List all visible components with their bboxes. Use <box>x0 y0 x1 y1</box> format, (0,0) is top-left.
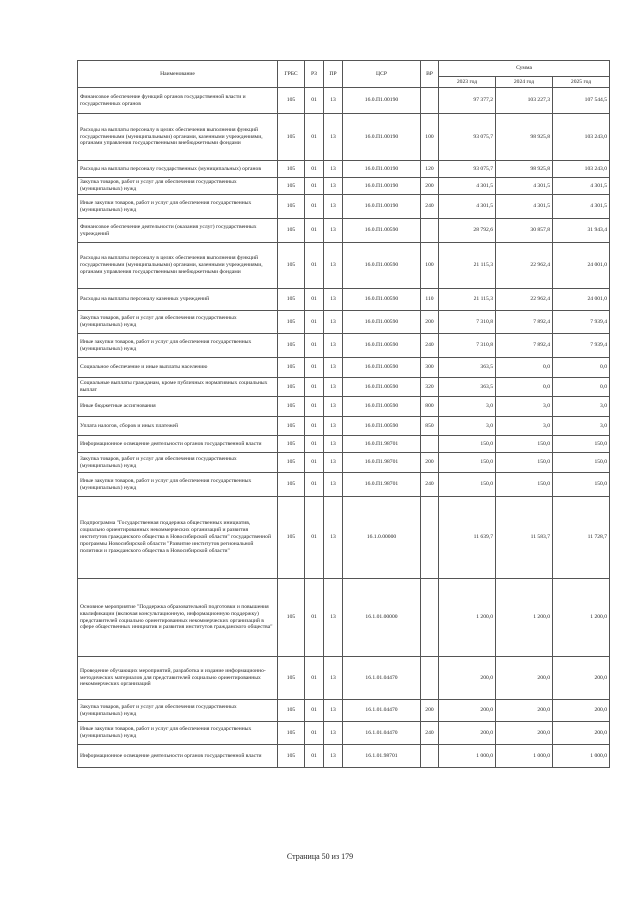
row-vr: 240 <box>421 473 439 497</box>
table-body <box>78 88 610 768</box>
row-pr: 13 <box>324 161 343 178</box>
row-sum-2025: 31 943,4 <box>553 219 610 243</box>
row-vr: 240 <box>421 722 439 745</box>
row-grbs: 105 <box>278 114 305 161</box>
row-sum-2023: 21 115,3 <box>439 289 496 311</box>
row-sum-2024: 22 962,4 <box>496 243 553 289</box>
row-vr: 850 <box>421 417 439 436</box>
row-vr: 200 <box>421 453 439 473</box>
header-year-2024: 2024 год <box>496 77 553 88</box>
row-pr: 13 <box>324 311 343 334</box>
row-vr: 200 <box>421 311 439 334</box>
row-csr: 16.1.01.00000 <box>343 579 421 657</box>
row-grbs: 105 <box>278 243 305 289</box>
row-sum-2023: 11 639,7 <box>439 497 496 579</box>
row-pr: 13 <box>324 289 343 311</box>
row-sum-2024: 150,0 <box>496 473 553 497</box>
row-csr: 16.0.П1.98701 <box>343 436 421 453</box>
row-rz: 01 <box>305 161 324 178</box>
row-pr: 13 <box>324 497 343 579</box>
row-rz: 01 <box>305 358 324 378</box>
row-grbs: 105 <box>278 397 305 417</box>
row-sum-2023: 3,0 <box>439 397 496 417</box>
row-sum-2024: 200,0 <box>496 657 553 700</box>
row-rz: 01 <box>305 195 324 219</box>
row-sum-2023: 7 310,8 <box>439 311 496 334</box>
row-pr: 13 <box>324 178 343 195</box>
row-name: Информационное освещение деятельности органов государственной власти <box>78 436 278 453</box>
row-sum-2025: 7 939,4 <box>553 311 610 334</box>
row-grbs: 105 <box>278 195 305 219</box>
row-rz: 01 <box>305 417 324 436</box>
row-sum-2024: 200,0 <box>496 700 553 722</box>
header-year-2023: 2023 год <box>439 77 496 88</box>
table-row <box>78 243 610 289</box>
row-sum-2025: 150,0 <box>553 436 610 453</box>
table-row <box>78 88 610 114</box>
row-rz: 01 <box>305 397 324 417</box>
row-rz: 01 <box>305 88 324 114</box>
row-pr: 13 <box>324 657 343 700</box>
table-row <box>78 453 610 473</box>
budget-sheet <box>77 60 609 768</box>
row-sum-2025: 24 001,0 <box>553 289 610 311</box>
header-csr: ЦСР <box>343 61 421 88</box>
table-row <box>78 579 610 657</box>
row-name: Иные закупки товаров, работ и услуг для обеспечения государственных (муниципальных) нужд <box>78 722 278 745</box>
row-sum-2025: 0,0 <box>553 378 610 397</box>
row-vr <box>421 436 439 453</box>
row-sum-2024: 1 200,0 <box>496 579 553 657</box>
row-rz: 01 <box>305 243 324 289</box>
row-vr: 320 <box>421 378 439 397</box>
row-rz: 01 <box>305 745 324 768</box>
row-vr: 800 <box>421 397 439 417</box>
row-pr: 13 <box>324 436 343 453</box>
row-sum-2023: 93 075,7 <box>439 161 496 178</box>
row-vr <box>421 657 439 700</box>
row-rz: 01 <box>305 178 324 195</box>
row-csr: 16.0.П1.00190 <box>343 195 421 219</box>
row-rz: 01 <box>305 657 324 700</box>
row-name: Закупка товаров, работ и услуг для обеспечения государственных (муниципальных) нужд <box>78 178 278 195</box>
row-sum-2023: 150,0 <box>439 453 496 473</box>
row-grbs: 105 <box>278 219 305 243</box>
row-csr: 16.1.01.04470 <box>343 700 421 722</box>
row-vr: 100 <box>421 243 439 289</box>
row-csr: 16.0.П1.98701 <box>343 473 421 497</box>
row-name: Информационное освещение деятельности органов государственной власти <box>78 745 278 768</box>
header-year-2025: 2025 год <box>553 77 610 88</box>
row-pr: 13 <box>324 722 343 745</box>
table-row <box>78 497 610 579</box>
row-sum-2025: 107 544,5 <box>553 88 610 114</box>
row-pr: 13 <box>324 579 343 657</box>
row-name: Иные бюджетные ассигнования <box>78 397 278 417</box>
row-pr: 13 <box>324 114 343 161</box>
budget-table <box>77 60 610 768</box>
row-sum-2023: 4 301,5 <box>439 195 496 219</box>
row-rz: 01 <box>305 114 324 161</box>
row-grbs: 105 <box>278 657 305 700</box>
row-rz: 01 <box>305 436 324 453</box>
row-csr: 16.0.П1.00590 <box>343 334 421 358</box>
header-rz: РЗ <box>305 61 324 88</box>
table-row <box>78 195 610 219</box>
row-grbs: 105 <box>278 745 305 768</box>
row-pr: 13 <box>324 473 343 497</box>
row-grbs: 105 <box>278 473 305 497</box>
row-sum-2025: 200,0 <box>553 700 610 722</box>
row-rz: 01 <box>305 497 324 579</box>
table-row <box>78 114 610 161</box>
row-csr: 16.0.П1.00190 <box>343 178 421 195</box>
row-vr: 100 <box>421 114 439 161</box>
row-csr: 16.1.0.00000 <box>343 497 421 579</box>
row-pr: 13 <box>324 88 343 114</box>
table-row <box>78 745 610 768</box>
header-vr: ВР <box>421 61 439 88</box>
row-sum-2025: 200,0 <box>553 657 610 700</box>
row-sum-2024: 98 925,8 <box>496 161 553 178</box>
row-name: Иные закупки товаров, работ и услуг для обеспечения государственных (муниципальных) нужд <box>78 334 278 358</box>
row-grbs: 105 <box>278 358 305 378</box>
row-sum-2025: 0,0 <box>553 358 610 378</box>
row-sum-2024: 3,0 <box>496 417 553 436</box>
row-sum-2023: 21 115,3 <box>439 243 496 289</box>
row-grbs: 105 <box>278 417 305 436</box>
row-sum-2025: 3,0 <box>553 417 610 436</box>
row-sum-2025: 4 301,5 <box>553 195 610 219</box>
row-sum-2024: 200,0 <box>496 722 553 745</box>
row-sum-2024: 103 227,3 <box>496 88 553 114</box>
row-sum-2025: 1 200,0 <box>553 579 610 657</box>
row-sum-2023: 97 377,2 <box>439 88 496 114</box>
row-pr: 13 <box>324 334 343 358</box>
row-sum-2023: 28 792,6 <box>439 219 496 243</box>
row-rz: 01 <box>305 311 324 334</box>
header-sums: Сумма <box>439 61 610 77</box>
row-name: Подпрограмма "Государственная поддержка общественных инициатив, социально ориентированных некоммерческих организаций и развития институтов гражданского общества в Новосибирской области" государственной программы Новосибирской области "Развитие институтов региональной политики и гражданского общества в Новосибирской области" <box>78 497 278 579</box>
row-vr: 110 <box>421 289 439 311</box>
row-sum-2025: 150,0 <box>553 453 610 473</box>
row-grbs: 105 <box>278 453 305 473</box>
row-sum-2023: 7 310,8 <box>439 334 496 358</box>
row-vr <box>421 579 439 657</box>
row-csr: 16.0.П1.00190 <box>343 161 421 178</box>
table-row <box>78 473 610 497</box>
row-vr: 240 <box>421 195 439 219</box>
table-row <box>78 178 610 195</box>
row-sum-2025: 200,0 <box>553 722 610 745</box>
row-name: Финансовое обеспечение деятельности (оказания услуг) государственных учреждений <box>78 219 278 243</box>
row-sum-2023: 363,5 <box>439 358 496 378</box>
row-sum-2023: 200,0 <box>439 657 496 700</box>
row-pr: 13 <box>324 397 343 417</box>
row-vr: 300 <box>421 358 439 378</box>
row-csr: 16.1.01.98701 <box>343 745 421 768</box>
row-name: Расходы на выплаты персоналу государственных (муниципальных) органов <box>78 161 278 178</box>
table-row <box>78 311 610 334</box>
row-sum-2024: 7 892,4 <box>496 334 553 358</box>
row-name: Расходы на выплаты персоналу в целях обеспечения выполнения функций государственными (муниципальными) органами, казенными учреждениями, органами управления государственными внебюджетными фондами <box>78 243 278 289</box>
row-name: Расходы на выплаты персоналу казенных учреждений <box>78 289 278 311</box>
row-name: Закупка товаров, работ и услуг для обеспечения государственных (муниципальных) нужд <box>78 453 278 473</box>
row-sum-2023: 93 075,7 <box>439 114 496 161</box>
row-sum-2025: 4 301,5 <box>553 178 610 195</box>
row-csr: 16.0.П1.00590 <box>343 397 421 417</box>
row-csr: 16.0.П1.00590 <box>343 243 421 289</box>
table-row <box>78 657 610 700</box>
table-row <box>78 436 610 453</box>
table-row <box>78 161 610 178</box>
row-sum-2024: 3,0 <box>496 397 553 417</box>
row-grbs: 105 <box>278 378 305 397</box>
row-name: Закупка товаров, работ и услуг для обеспечения государственных (муниципальных) нужд <box>78 311 278 334</box>
row-pr: 13 <box>324 243 343 289</box>
row-vr: 120 <box>421 161 439 178</box>
row-pr: 13 <box>324 453 343 473</box>
row-sum-2024: 11 583,7 <box>496 497 553 579</box>
header-grbs: ГРБС <box>278 61 305 88</box>
row-vr: 200 <box>421 700 439 722</box>
table-row <box>78 722 610 745</box>
row-sum-2025: 103 243,0 <box>553 114 610 161</box>
row-sum-2025: 150,0 <box>553 473 610 497</box>
row-csr: 16.0.П1.00590 <box>343 378 421 397</box>
row-grbs: 105 <box>278 161 305 178</box>
row-sum-2025: 24 001,0 <box>553 243 610 289</box>
table-row <box>78 378 610 397</box>
row-grbs: 105 <box>278 178 305 195</box>
row-sum-2023: 150,0 <box>439 473 496 497</box>
row-rz: 01 <box>305 453 324 473</box>
row-name: Проведение обучающих мероприятий, разработка и издание информационно-методических материалов для представителей социально ориентированных некоммерческих организаций <box>78 657 278 700</box>
row-pr: 13 <box>324 700 343 722</box>
row-csr: 16.0.П1.00590 <box>343 311 421 334</box>
row-sum-2024: 30 857,8 <box>496 219 553 243</box>
row-rz: 01 <box>305 700 324 722</box>
row-sum-2023: 3,0 <box>439 417 496 436</box>
row-grbs: 105 <box>278 579 305 657</box>
row-name: Финансовое обеспечение функций органов государственной власти и государственных органов <box>78 88 278 114</box>
row-name: Иные закупки товаров, работ и услуг для обеспечения государственных (муниципальных) нужд <box>78 195 278 219</box>
row-rz: 01 <box>305 473 324 497</box>
row-sum-2024: 7 892,4 <box>496 311 553 334</box>
row-name: Иные закупки товаров, работ и услуг для обеспечения государственных (муниципальных) нужд <box>78 473 278 497</box>
table-row <box>78 397 610 417</box>
row-name: Закупка товаров, работ и услуг для обеспечения государственных (муниципальных) нужд <box>78 700 278 722</box>
row-vr <box>421 219 439 243</box>
row-vr: 240 <box>421 334 439 358</box>
row-sum-2024: 150,0 <box>496 436 553 453</box>
row-pr: 13 <box>324 195 343 219</box>
row-sum-2023: 1 200,0 <box>439 579 496 657</box>
row-grbs: 105 <box>278 497 305 579</box>
header-pr: ПР <box>324 61 343 88</box>
row-rz: 01 <box>305 289 324 311</box>
table-row <box>78 219 610 243</box>
row-grbs: 105 <box>278 700 305 722</box>
row-name: Расходы на выплаты персоналу в целях обеспечения выполнения функций государственными (муниципальными) органами, казенными учреждениями, органами управления государственными внебюджетными фондами <box>78 114 278 161</box>
row-vr <box>421 88 439 114</box>
row-sum-2025: 11 728,7 <box>553 497 610 579</box>
row-rz: 01 <box>305 219 324 243</box>
row-csr: 16.0.П1.98701 <box>343 453 421 473</box>
row-csr: 16.0.П1.00590 <box>343 417 421 436</box>
row-csr: 16.1.01.04470 <box>343 657 421 700</box>
header-name: Наименование <box>78 61 278 88</box>
row-csr: 16.0.П1.00590 <box>343 289 421 311</box>
row-sum-2024: 150,0 <box>496 453 553 473</box>
row-sum-2023: 4 301,5 <box>439 178 496 195</box>
row-name: Уплата налогов, сборов и иных платежей <box>78 417 278 436</box>
row-rz: 01 <box>305 334 324 358</box>
row-name: Основное мероприятие "Поддержка образовательной подготовки и повышения квалификации (включая консультационную, информационную поддержку) представителей социально ориентированных некоммерческих организаций в сфере общественных инициатив и развития институтов гражданского общества" <box>78 579 278 657</box>
row-vr <box>421 497 439 579</box>
row-sum-2024: 0,0 <box>496 358 553 378</box>
table-row <box>78 700 610 722</box>
table-row <box>78 417 610 436</box>
table-row <box>78 358 610 378</box>
row-sum-2025: 1 000,0 <box>553 745 610 768</box>
table-row <box>78 289 610 311</box>
row-grbs: 105 <box>278 722 305 745</box>
row-sum-2023: 200,0 <box>439 722 496 745</box>
row-sum-2024: 22 962,4 <box>496 289 553 311</box>
row-grbs: 105 <box>278 334 305 358</box>
row-sum-2024: 4 301,5 <box>496 195 553 219</box>
row-sum-2023: 363,5 <box>439 378 496 397</box>
row-pr: 13 <box>324 417 343 436</box>
row-sum-2024: 1 000,0 <box>496 745 553 768</box>
row-rz: 01 <box>305 722 324 745</box>
page-number: Страница 50 из 179 <box>286 852 354 861</box>
row-grbs: 105 <box>278 88 305 114</box>
row-csr: 16.0.П1.00190 <box>343 114 421 161</box>
row-vr <box>421 745 439 768</box>
row-pr: 13 <box>324 378 343 397</box>
row-pr: 13 <box>324 358 343 378</box>
row-name: Социальные выплаты гражданам, кроме публичных нормативных социальных выплат <box>78 378 278 397</box>
row-sum-2023: 1 000,0 <box>439 745 496 768</box>
row-csr: 16.0.П1.00190 <box>343 88 421 114</box>
row-sum-2023: 200,0 <box>439 700 496 722</box>
row-grbs: 105 <box>278 311 305 334</box>
row-vr: 200 <box>421 178 439 195</box>
row-grbs: 105 <box>278 436 305 453</box>
row-sum-2025: 103 243,0 <box>553 161 610 178</box>
row-csr: 16.0.П1.00590 <box>343 219 421 243</box>
row-pr: 13 <box>324 745 343 768</box>
row-grbs: 105 <box>278 289 305 311</box>
row-sum-2024: 0,0 <box>496 378 553 397</box>
table-row <box>78 334 610 358</box>
row-sum-2023: 150,0 <box>439 436 496 453</box>
row-pr: 13 <box>324 219 343 243</box>
row-sum-2025: 7 939,4 <box>553 334 610 358</box>
row-sum-2025: 3,0 <box>553 397 610 417</box>
row-name: Социальное обеспечение и иные выплаты населению <box>78 358 278 378</box>
row-sum-2024: 98 925,8 <box>496 114 553 161</box>
row-csr: 16.0.П1.00590 <box>343 358 421 378</box>
row-rz: 01 <box>305 579 324 657</box>
row-sum-2024: 4 301,5 <box>496 178 553 195</box>
row-csr: 16.1.01.04470 <box>343 722 421 745</box>
row-rz: 01 <box>305 378 324 397</box>
